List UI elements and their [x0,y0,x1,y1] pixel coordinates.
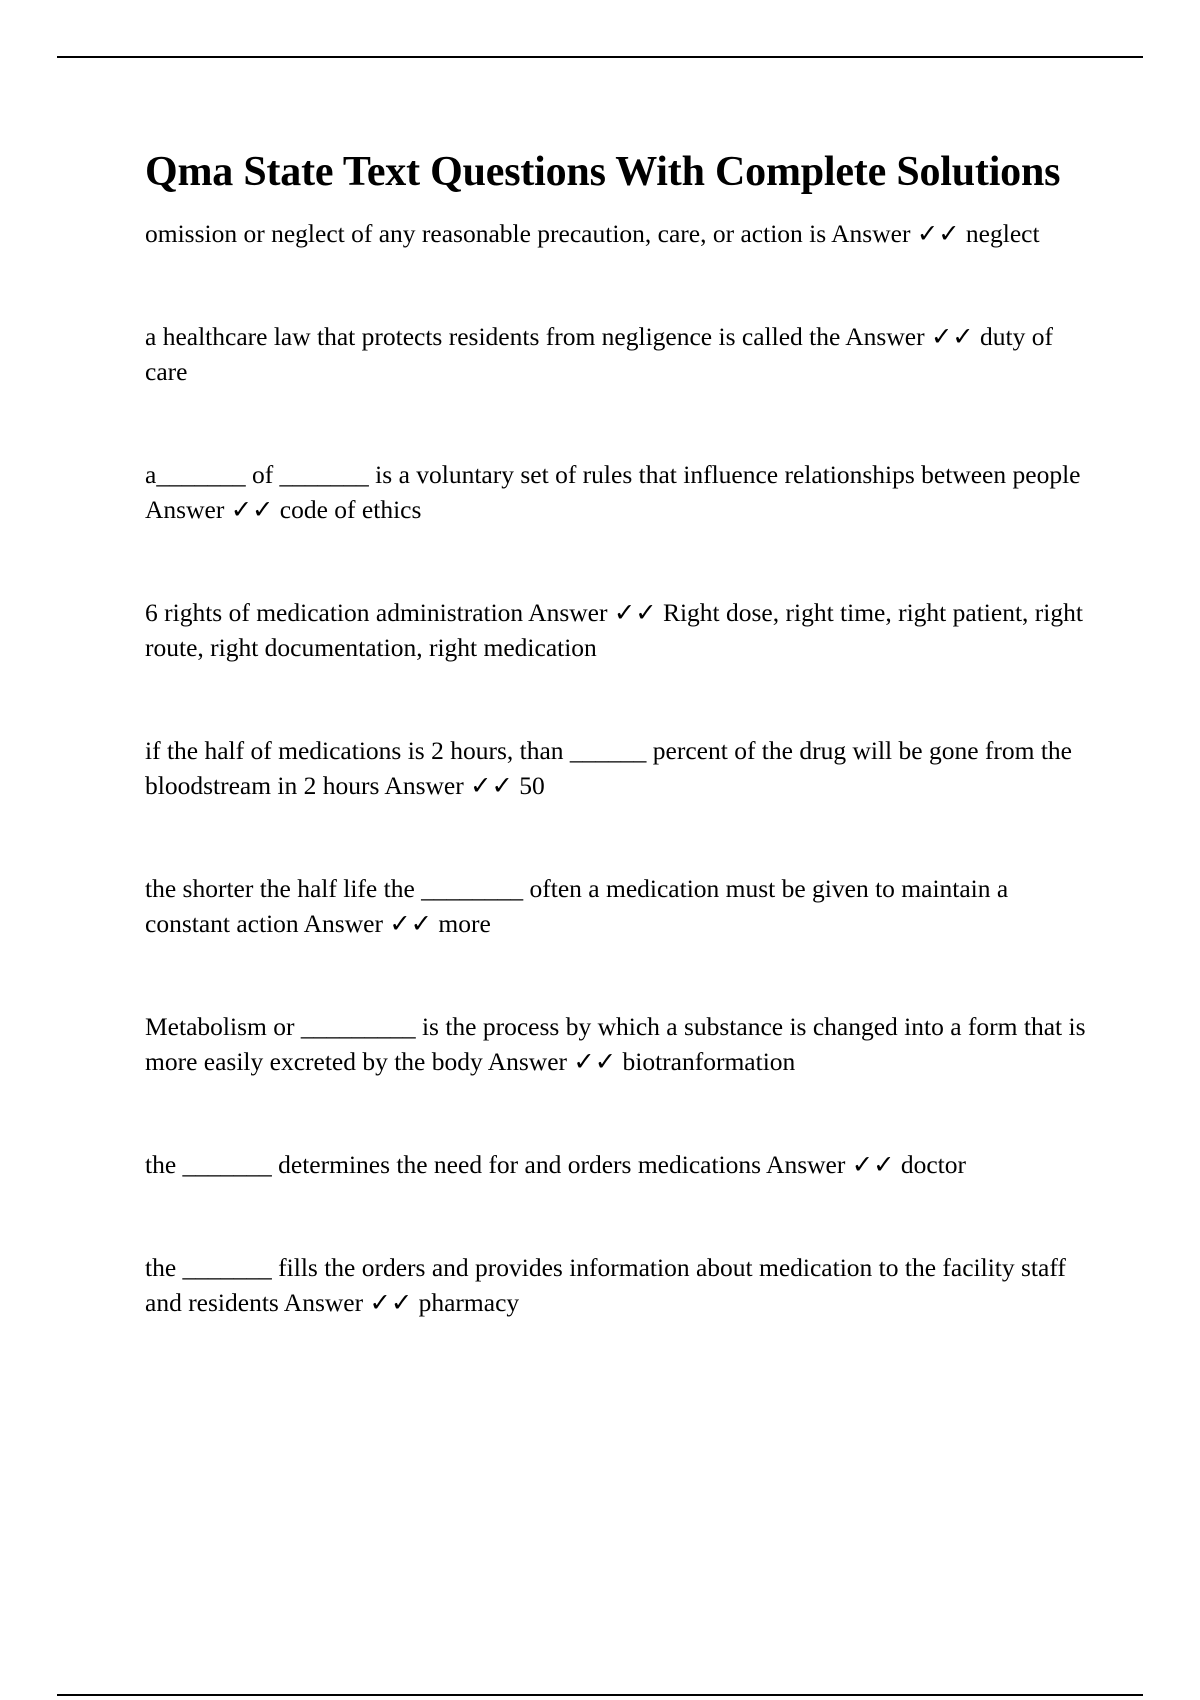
question-answer-list [145,216,1095,1320]
qa-item-3: a_______ of _______ is a voluntary set of rules that influence relationships between people Answer ✓✓ code of ethics [145,460,1081,524]
bottom-rule [57,1694,1143,1696]
qa-item-7: Metabolism or _________ is the process by which a substance is changed into a form that is more easily excreted by the body Answer ✓✓ biotranformation [145,1012,1086,1076]
top-rule [57,56,1143,58]
qa-item-5: if the half of medications is 2 hours, than ______ percent of the drug will be gone from the bloodstream in 2 hours Answer ✓✓ 50 [145,736,1072,800]
document-page [145,144,1095,1320]
qa-item-1: omission or neglect of any reasonable precaution, care, or action is Answer ✓✓ neglect [145,219,1040,248]
qa-item-9: the _______ fills the orders and provides information about medication to the facility staff and residents Answer ✓✓ pharmacy [145,1253,1066,1317]
qa-item-6: the shorter the half life the ________ often a medication must be given to maintain a constant action Answer ✓✓ more [145,874,1009,938]
qa-item-2: a healthcare law that protects residents from negligence is called the Answer ✓✓ duty of care [145,322,1054,386]
qa-item-4: 6 rights of medication administration Answer ✓✓ Right dose, right time, right patient, right route, right documentation, right medication [145,598,1083,662]
qa-item-8: the _______ determines the need for and orders medications Answer ✓✓ doctor [145,1150,966,1179]
document-title: Qma State Text Questions With Complete Solutions [145,149,1061,195]
